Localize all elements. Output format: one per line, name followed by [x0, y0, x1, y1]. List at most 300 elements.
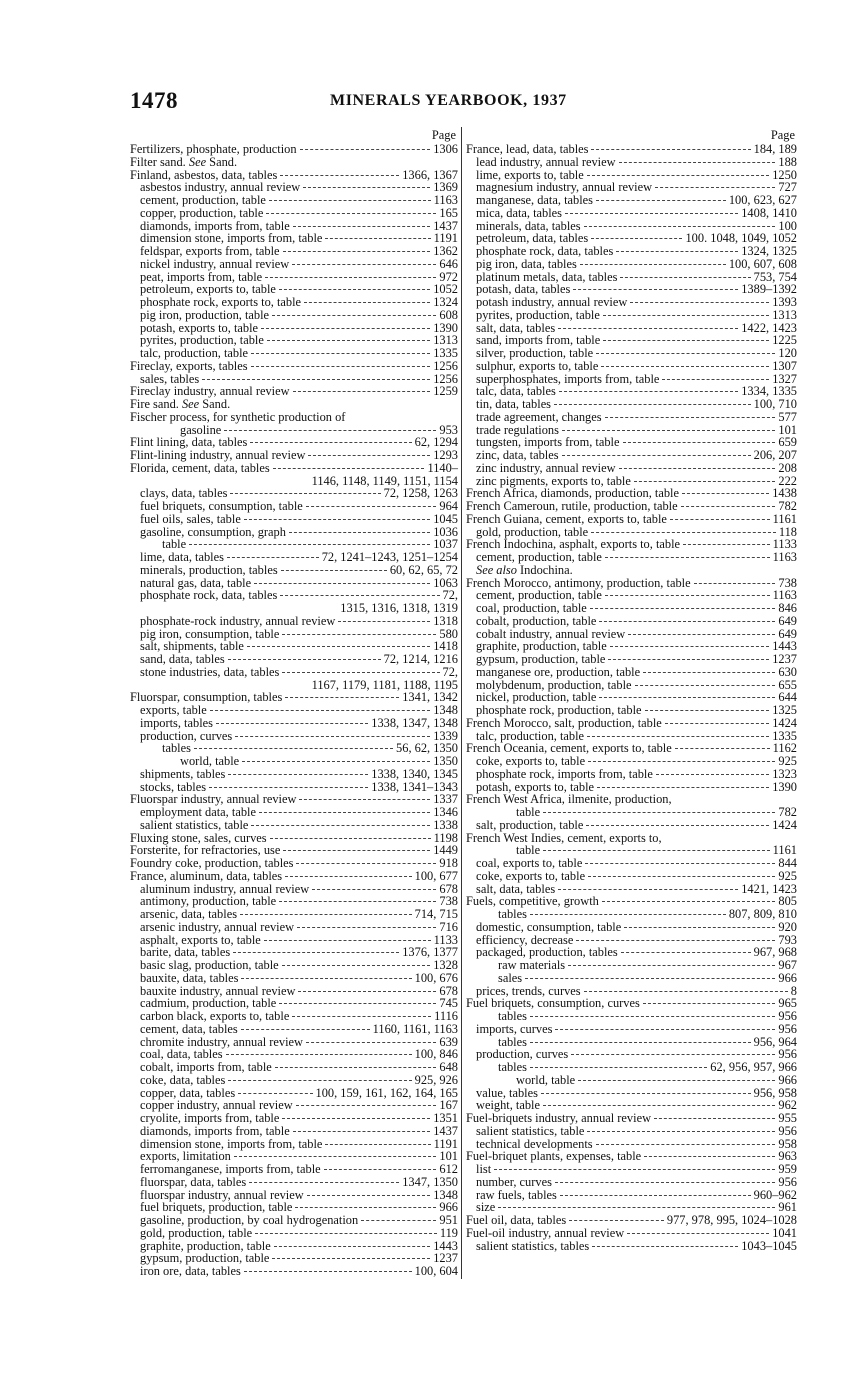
entry-term: Fuel-briquets industry, annual review: [466, 1111, 652, 1125]
page-ref: 1350: [433, 754, 458, 768]
leader-dots: [643, 671, 775, 673]
entry-term: Fluorspar, consumption, tables: [130, 690, 283, 705]
page-ref: 1250: [772, 167, 797, 182]
entry-term: French Morocco, salt, production, table: [466, 715, 662, 730]
page-ref: 1140–: [427, 460, 458, 475]
leader-dots: [588, 875, 775, 877]
page-ref: 60, 62, 65, 72: [389, 562, 458, 577]
entry-term: sand, imports from, table: [476, 333, 601, 348]
entry-term: phosphate-rock industry, annual review: [140, 613, 336, 628]
leader-dots: [675, 799, 794, 800]
entry-term: tables: [498, 907, 527, 921]
entry-term: Fuels, competitive, growth: [466, 894, 599, 909]
entry-term: Fuel oil, data, tables: [466, 1213, 567, 1227]
page-ref: 1237: [433, 1251, 458, 1266]
page-ref: 1337: [433, 792, 458, 807]
leader-dots: [240, 162, 455, 163]
leader-dots: [580, 263, 726, 265]
entry-term: French Indochina, asphalt, exports to, table: [466, 537, 681, 552]
entry-term: exports, limitation: [140, 1149, 231, 1164]
page-ref: 846: [778, 601, 797, 615]
leader-dots: [272, 314, 436, 316]
entry-term: barite, data, tables: [140, 945, 231, 960]
entry-term: coke, exports to, table: [476, 754, 586, 768]
entry-term: pyrites, production, table: [476, 307, 600, 322]
page-ref: 965: [778, 996, 797, 1011]
leader-dots: [303, 186, 430, 188]
entry-term: talc, production, table: [140, 346, 249, 360]
leader-dots: [210, 709, 430, 711]
entry-term: weight, table: [476, 1098, 540, 1113]
entry-term: raw materials: [498, 958, 566, 972]
page-ref: 1335: [772, 728, 797, 743]
column-head-page: Page: [431, 128, 456, 142]
page-ref: 100, 607, 608: [728, 256, 797, 271]
page-ref: 1161: [772, 843, 797, 858]
page-ref: 1160, 1161, 1163: [372, 1021, 458, 1036]
page-ref: 72, 1214, 1216: [383, 652, 458, 666]
page-ref: 1393: [772, 295, 797, 309]
leader-dots: [280, 174, 399, 176]
page-ref: 1043–1045: [741, 1238, 797, 1253]
leader-dots: [560, 1194, 751, 1196]
page-ref: 100, 846: [414, 1047, 458, 1062]
entry-term: lime, exports to, table: [476, 167, 584, 182]
page-ref: 1339: [433, 728, 458, 743]
leader-dots: [306, 505, 437, 507]
page-ref: 612: [439, 1162, 458, 1176]
entry-term: Fluxing stone, sales, curves: [130, 830, 267, 845]
entry-term: silver, production, table: [476, 346, 594, 360]
entry-term: Fireclay, exports, tables: [130, 358, 248, 373]
leader-dots: [605, 594, 770, 596]
page-ref: 1325: [772, 703, 797, 717]
leader-dots: [601, 365, 769, 367]
page-ref: 208: [778, 460, 797, 475]
entry-term: packaged, production, tables: [476, 945, 618, 960]
leader-dots: [259, 811, 430, 813]
page-ref: 678: [439, 983, 458, 998]
entry-term: talc, production, table: [476, 728, 585, 743]
entry-term: shipments, tables: [140, 766, 226, 781]
entry-term: potash industry, annual review: [476, 295, 628, 309]
leader-dots: [562, 454, 751, 456]
entry-term: French Guiana, cement, exports to, table: [466, 511, 667, 526]
leader-dots: [283, 250, 431, 252]
page-ref: 1256: [433, 371, 458, 386]
see-reference: See: [188, 154, 207, 169]
page-ref: 72,: [442, 588, 458, 603]
leader-dots: [530, 1015, 776, 1017]
entry-term: aluminum industry, annual review: [140, 881, 310, 896]
page-ref: 1389–1392: [741, 282, 797, 297]
leader-dots: [587, 174, 770, 176]
page-ref: 100, 710: [753, 397, 797, 411]
entry-term: table: [516, 843, 541, 858]
page-ref: 1376, 1377: [402, 945, 458, 960]
leader-dots: [645, 709, 770, 711]
entry-term: France, aluminum, data, tables: [130, 868, 283, 883]
leader-dots: [591, 148, 750, 150]
page-ref: 56, 62, 1350: [396, 741, 458, 756]
page-ref: 920: [778, 919, 797, 934]
leader-dots: [621, 951, 751, 953]
entry-term: graphite, production, table: [140, 1238, 271, 1253]
entry-term: coal, production, table: [476, 601, 587, 615]
entry-term: platinum metals, data, tables: [476, 269, 618, 284]
leader-dots: [133, 685, 309, 686]
entry-term: world, table: [180, 754, 240, 768]
leader-dots: [596, 1143, 776, 1145]
index-entry: [466, 1240, 797, 1253]
page-ref: 62, 1294: [414, 435, 458, 450]
entry-term: fluorspar industry, annual review: [140, 1187, 304, 1202]
page-ref: 956: [778, 1009, 797, 1023]
entry-term: zinc, data, tables: [476, 448, 559, 462]
page-ref: 1225: [772, 333, 797, 348]
entry-term: dimension stone, imports from, table: [140, 231, 323, 246]
page-ref: 956: [778, 1123, 797, 1138]
leader-dots: [655, 186, 775, 188]
leader-dots: [273, 467, 425, 469]
entry-term: prices, trends, curves: [476, 983, 581, 998]
page-ref: 925: [778, 868, 797, 883]
entry-term: salient statistics, tables: [476, 1238, 590, 1253]
entry-term: phosphate rock, imports from, table: [476, 766, 653, 781]
entry-term: gasoline, production, by coal hydrogenation: [140, 1213, 359, 1227]
leader-dots: [634, 480, 776, 482]
page-ref: 100. 1048, 1049, 1052: [685, 231, 797, 246]
entry-term: Fireclay industry, annual review: [130, 384, 290, 399]
entry-term: Foundry coke, production, tables: [130, 856, 294, 870]
page-ref: 1390: [772, 779, 797, 794]
entry-term: copper, data, tables: [140, 1085, 236, 1100]
leader-dots: [324, 1168, 437, 1170]
page-ref: 959: [778, 1162, 797, 1176]
page-ref: 100, 604: [414, 1264, 458, 1278]
entry-term: pig iron, data, tables: [476, 256, 577, 271]
leader-dots: [325, 1143, 430, 1145]
page-ref: 101: [778, 422, 797, 437]
page-ref: 1362: [433, 244, 458, 258]
leader-dots: [275, 1066, 437, 1068]
page-ref: 188: [778, 154, 797, 169]
leader-dots: [295, 1206, 436, 1208]
entry-term: tables: [498, 1034, 527, 1049]
leader-dots: [654, 1117, 775, 1119]
entry-term: See also Indochina.: [476, 562, 573, 577]
leader-dots: [292, 263, 436, 265]
leader-dots: [228, 1079, 411, 1081]
page-ref: 1037: [433, 537, 458, 552]
entry-term: French Africa, diamonds, production, table: [466, 486, 679, 501]
page-ref: 119: [439, 1225, 458, 1240]
page-ref: 1163: [772, 588, 797, 603]
page-ref: 1424: [772, 817, 797, 832]
leader-dots: [296, 1104, 437, 1106]
page-ref: 1045: [433, 511, 458, 526]
page-ref: 925: [778, 754, 797, 768]
entry-term: tables: [498, 1009, 527, 1023]
entry-term: petroleum, data, tables: [476, 231, 589, 246]
page-ref: 1424: [772, 715, 797, 730]
page-ref: 577: [778, 409, 797, 424]
leader-dots: [308, 454, 430, 456]
leader-dots: [297, 926, 436, 928]
leader-dots: [608, 658, 769, 660]
leader-dots: [241, 1028, 370, 1030]
leader-dots: [543, 1104, 775, 1106]
page-ref: 1323: [772, 766, 797, 781]
entry-term: lime, data, tables: [140, 550, 224, 564]
entry-term: production, curves: [140, 728, 233, 743]
entry-term: salt, data, tables: [476, 881, 556, 896]
entry-term: gypsum, production, table: [140, 1251, 270, 1266]
leader-dots: [576, 939, 775, 941]
page-ref: 644: [778, 690, 797, 705]
entry-term: gasoline: [180, 422, 222, 437]
leader-dots: [285, 696, 399, 698]
entry-term: sulphur, exports to, table: [476, 358, 599, 373]
entry-term: phosphate rock, data, tables: [140, 588, 278, 603]
entry-term: sales, tables: [140, 371, 200, 386]
entry-term: Fischer process, for synthetic production of: [130, 409, 346, 424]
entry-term: phosphate rock, data, tables: [476, 244, 614, 258]
page-ref: 967, 968: [753, 945, 797, 960]
leader-dots: [282, 671, 439, 673]
entry-term: value, tables: [476, 1085, 538, 1100]
entry-term: chromite industry, annual review: [140, 1034, 303, 1049]
leader-dots: [133, 481, 309, 482]
page-ref: 222: [778, 473, 797, 488]
leader-dots: [573, 288, 738, 290]
page-ref: 963: [778, 1149, 797, 1164]
page-ref: 956, 964: [753, 1034, 797, 1049]
leader-dots: [605, 556, 770, 558]
entry-term: zinc pigments, exports to, table: [476, 473, 631, 488]
entry-term: Fire sand. See Sand.: [130, 397, 231, 411]
index-entry: [466, 1189, 797, 1202]
entry-term: French Morocco, antimony, production, table: [466, 575, 691, 590]
entry-term: zinc industry, annual review: [476, 460, 616, 475]
leader-dots: [289, 531, 430, 533]
see-reference: See also: [476, 562, 517, 577]
entry-term: Fertilizers, phosphate, production: [130, 142, 297, 156]
leader-dots: [585, 862, 775, 864]
entry-term: talc, data, tables: [476, 384, 556, 399]
page-ref: 782: [778, 805, 797, 819]
leader-dots: [306, 1041, 436, 1043]
column-divider: [461, 127, 462, 1279]
entry-term: Forsterite, for refractories, use: [130, 843, 281, 858]
leader-dots: [234, 1155, 437, 1157]
page-ref: 1369: [433, 180, 458, 195]
page-ref: 956: [778, 1021, 797, 1036]
leader-dots: [279, 1002, 436, 1004]
page-ref: 958: [778, 1136, 797, 1151]
page-ref: 753, 754: [753, 269, 797, 284]
leader-dots: [578, 1079, 775, 1081]
page-ref: 964: [439, 499, 458, 513]
leader-dots: [244, 1270, 412, 1272]
entry-term: coal, data, tables: [140, 1047, 223, 1062]
leader-dots: [224, 429, 436, 431]
index-entry: [130, 666, 458, 679]
leader-dots: [298, 990, 436, 992]
leader-dots: [264, 939, 431, 941]
page-ref: 1163: [772, 550, 797, 564]
leader-dots: [590, 607, 776, 609]
entry-term: number, curves: [476, 1174, 552, 1189]
leader-dots: [216, 722, 368, 724]
leader-dots: [238, 1092, 312, 1094]
entry-term: tin, data, tables: [476, 397, 552, 411]
entry-term: trade agreement, changes: [476, 409, 602, 424]
page-ref: 955: [778, 1111, 797, 1125]
entry-term: gold, production, table: [476, 524, 589, 539]
page-ref: 1328: [433, 958, 458, 972]
page-ref: 1324, 1325: [741, 244, 797, 258]
page-ref: 1324: [433, 295, 458, 309]
leader-dots: [279, 288, 430, 290]
entry-term: imports, curves: [476, 1021, 553, 1036]
entry-term: sand, data, tables: [140, 652, 225, 666]
leader-dots: [282, 633, 436, 635]
leader-dots: [251, 824, 430, 826]
leader-dots: [265, 276, 436, 278]
leader-dots: [603, 314, 769, 316]
entry-term: Florida, cement, data, tables: [130, 460, 270, 475]
page-ref: 967: [778, 958, 797, 972]
leader-dots: [280, 594, 439, 596]
leader-dots: [682, 492, 769, 494]
entry-term: France, lead, data, tables: [466, 142, 589, 156]
leader-dots: [662, 378, 769, 380]
page-ref: 639: [439, 1034, 458, 1049]
page-ref: 1256: [433, 358, 458, 373]
page-ref: 807, 809, 810: [728, 907, 797, 921]
page-ref: 1167, 1179, 1181, 1188, 1195: [311, 677, 458, 692]
entry-term: minerals, production, tables: [140, 562, 278, 577]
page-ref: 1162: [772, 741, 797, 756]
entry-term: domestic, consumption, table: [476, 919, 622, 934]
leader-dots: [261, 327, 430, 329]
leader-dots: [603, 339, 769, 341]
entry-term: exports, table: [140, 703, 207, 717]
entry-term: table: [162, 537, 187, 552]
entry-term: nickel industry, annual review: [140, 256, 290, 271]
page-ref: 1313: [433, 333, 458, 348]
leader-dots: [619, 161, 776, 163]
leader-dots: [300, 148, 431, 150]
leader-dots: [251, 352, 430, 354]
page-ref: 727: [778, 180, 797, 195]
page-ref: 1191: [433, 231, 458, 246]
entry-term: phosphate rock, production, table: [476, 703, 642, 717]
leader-dots: [559, 390, 738, 392]
page-ref: 716: [439, 919, 458, 934]
leader-dots: [254, 582, 430, 584]
page-ref: 1408, 1410: [741, 205, 797, 220]
leader-dots: [338, 620, 430, 622]
leader-dots: [235, 735, 430, 737]
leader-dots: [558, 327, 738, 329]
page-ref: 1338: [433, 817, 458, 832]
page-ref: 844: [778, 856, 797, 870]
leader-dots: [227, 556, 319, 558]
page-ref: 977, 978, 995, 1024–1028: [666, 1213, 797, 1227]
page-ref: 649: [778, 613, 797, 628]
index-column-left: [130, 127, 458, 1278]
page-ref: 1390: [433, 320, 458, 335]
entry-term: dimension stone, imports from, table: [140, 1136, 323, 1151]
entry-term: antimony, production, table: [140, 894, 277, 909]
page-ref: 1338, 1341–1343: [371, 779, 458, 794]
entry-list: [130, 143, 458, 1278]
leader-dots: [282, 964, 431, 966]
leader-dots: [596, 199, 726, 201]
leader-dots: [569, 1219, 664, 1221]
column-head-page: Page: [770, 128, 795, 142]
index-column-right: [466, 127, 797, 1252]
entry-term: cobalt industry, annual review: [476, 626, 626, 641]
page-ref: 649: [778, 626, 797, 641]
entry-term: potash, exports to, table: [476, 779, 595, 794]
entry-term: bauxite industry, annual review: [140, 983, 296, 998]
page-ref: 118: [778, 524, 797, 539]
leader-dots: [599, 696, 775, 698]
page-ref: 738: [778, 575, 797, 590]
leader-dots: [293, 1130, 431, 1132]
leader-dots: [209, 786, 368, 788]
page-ref: 1366, 1367: [402, 167, 458, 182]
leader-dots: [596, 352, 775, 354]
page-ref: 62, 956, 957, 966: [710, 1060, 797, 1074]
index-entry: [130, 1265, 458, 1278]
entry-term: tungsten, imports from, table: [476, 435, 620, 450]
leader-dots: [616, 250, 738, 252]
entry-term: clays, data, tables: [140, 486, 228, 501]
page-ref: 1335: [433, 346, 458, 360]
entry-term: cement, production, table: [476, 588, 602, 603]
leader-dots: [605, 416, 776, 418]
entry-term: bauxite, data, tables: [140, 970, 239, 985]
entry-term: cement, production, table: [476, 550, 602, 564]
page-ref: 101: [439, 1149, 458, 1164]
page-ref: 1052: [433, 282, 458, 297]
leader-dots: [592, 1245, 738, 1247]
entry-term: cement, production, table: [140, 193, 266, 207]
leader-dots: [299, 798, 430, 800]
entry-term: cryolite, imports from, table: [140, 1111, 280, 1125]
leader-dots: [587, 735, 769, 737]
page-ref: 100: [778, 218, 797, 233]
page-ref: 1259: [433, 384, 458, 399]
page-ref: 925, 926: [414, 1072, 458, 1087]
see-reference: See: [181, 397, 200, 411]
entry-term: Fuel-oil industry, annual review: [466, 1225, 625, 1240]
page-ref: 167: [439, 1098, 458, 1113]
entry-term: Filter sand. See Sand.: [130, 154, 238, 169]
entry-term: manganese ore, production, table: [476, 664, 641, 679]
entry-term: efficiency, decrease: [476, 932, 574, 947]
entry-term: fuel briquets, production, table: [140, 1200, 293, 1215]
leader-dots: [242, 760, 430, 762]
entry-term: carbon black, exports to, table: [140, 1009, 290, 1023]
page-ref: 918: [439, 856, 458, 870]
leader-dots: [576, 570, 794, 571]
page-ref: 1133: [433, 932, 458, 947]
